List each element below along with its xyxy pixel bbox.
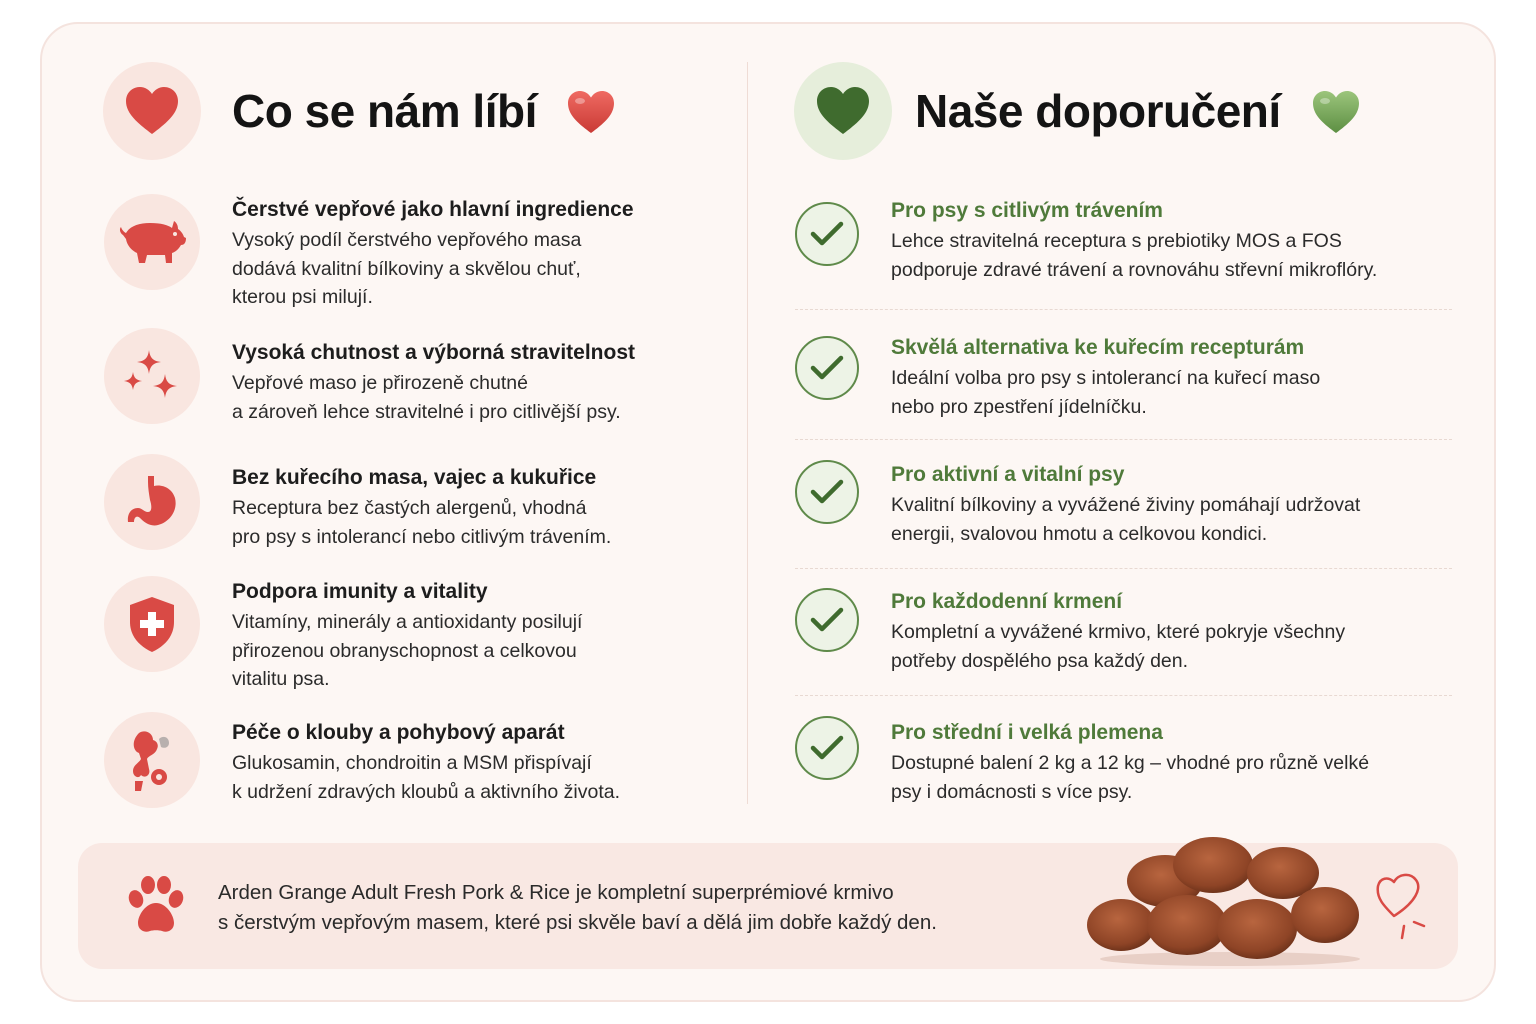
item-separator xyxy=(795,309,1452,310)
feature-item xyxy=(232,465,722,551)
shield-icon-circle xyxy=(104,576,200,672)
check-circle xyxy=(795,202,859,266)
paw-icon xyxy=(122,875,188,937)
check-circle xyxy=(795,588,859,652)
recommendation-item xyxy=(891,589,1451,675)
green-heart-icon xyxy=(815,85,871,137)
sparkles-icon-circle xyxy=(104,328,200,424)
feature-desc: Receptura bez častých alergenů, vhodná pro psy s intolerancí nebo citlivým trávením. xyxy=(232,497,612,548)
kibble-pile xyxy=(1085,835,1375,967)
stomach-icon-circle xyxy=(104,454,200,550)
recommendation-title: Pro střední i velká plemena xyxy=(891,721,1163,744)
recommendation-title: Pro aktivní a vitalní psy xyxy=(891,463,1125,486)
heart-icon xyxy=(124,85,180,137)
pig-icon xyxy=(117,217,187,267)
feature-desc: Glukosamin, chondroitin a MSM přispívají k udržení zdravých kloubů a aktivního života. xyxy=(232,752,621,803)
check-icon xyxy=(810,607,844,633)
stomach-icon xyxy=(122,472,182,532)
pig-icon-circle xyxy=(104,194,200,290)
title-heart-icon xyxy=(566,89,616,135)
recommendation-desc: Lehce stravitelná receptura s prebiotiky MOS a FOS podporuje zdravé trávení a rovnováhu střevní mikroflóry. xyxy=(891,230,1378,281)
feature-desc: Vitamíny, minerály a antioxidanty posilují přirozenou obranyschopnost a celkovou vitalitu psa. xyxy=(232,611,583,690)
feature-item xyxy=(232,720,722,806)
recommendation-item xyxy=(891,720,1451,806)
check-circle xyxy=(795,336,859,400)
sparkles-icon xyxy=(119,346,185,406)
feature-title: Podpora imunity a vitality xyxy=(232,580,488,603)
feature-desc: Vysoký podíl čerstvého vepřového masa dodává kvalitní bílkoviny a skvělou chuť, kterou psi milují. xyxy=(232,229,582,308)
joint-bone-icon xyxy=(119,725,185,795)
check-icon xyxy=(810,479,844,505)
left-header-circle xyxy=(103,62,201,160)
right-header-circle xyxy=(794,62,892,160)
banner-text: Arden Grange Adult Fresh Pork & Rice je kompletní superprémiové krmivo s čerstvým vepřovým masem, které psi skvěle baví a dělá jim dobře každý den. xyxy=(218,881,937,934)
feature-title: Čerstvé vepřové jako hlavní ingredience xyxy=(232,198,634,221)
item-separator xyxy=(795,439,1452,440)
feature-item xyxy=(232,579,722,694)
recommendation-desc: Kompletní a vyvážené krmivo, které pokryje všechny potřeby dospělého psa každý den. xyxy=(891,621,1346,672)
right-title: Naše doporučení xyxy=(915,85,1281,137)
check-circle xyxy=(795,716,859,780)
feature-title: Péče o klouby a pohybový aparát xyxy=(232,721,565,744)
feature-title: Bez kuřecího masa, vajec a kukuřice xyxy=(232,466,597,489)
recommendation-item xyxy=(891,335,1451,421)
column-divider xyxy=(747,62,748,804)
recommendation-desc: Kvalitní bílkoviny a vyvážené živiny pomáhají udržovat energii, svalovou hmotu a celkovou kondici. xyxy=(891,494,1361,545)
item-separator xyxy=(795,695,1452,696)
recommendation-title: Pro psy s citlivým trávením xyxy=(891,199,1163,222)
item-separator xyxy=(795,568,1452,569)
recommendation-desc: Ideální volba pro psy s intolerancí na kuřecí maso nebo pro zpestření jídelníčku. xyxy=(891,367,1321,418)
joint-icon-circle xyxy=(104,712,200,808)
recommendation-title: Skvělá alternativa ke kuřecím recepturám xyxy=(891,336,1305,359)
check-icon xyxy=(810,221,844,247)
check-circle xyxy=(795,460,859,524)
feature-item xyxy=(232,340,722,426)
recommendation-item xyxy=(891,462,1451,548)
feature-desc: Vepřové maso je přirozeně chutné a zároveň lehce stravitelné i pro citlivější psy. xyxy=(232,372,621,423)
check-icon xyxy=(810,735,844,761)
heart-doodle-icon xyxy=(1372,866,1432,944)
recommendation-title: Pro každodenní krmení xyxy=(891,590,1123,613)
recommendation-desc: Dostupné balení 2 kg a 12 kg – vhodné pro různě velké psy i domácnosti s více psy. xyxy=(891,752,1370,803)
feature-title: Vysoká chutnost a výborná stravitelnost xyxy=(232,341,636,364)
left-title: Co se nám líbí xyxy=(232,85,537,137)
recommendation-item xyxy=(891,198,1451,284)
feature-item xyxy=(232,197,722,312)
shield-cross-icon xyxy=(124,594,180,654)
title-green-heart-icon xyxy=(1311,89,1361,135)
check-icon xyxy=(810,355,844,381)
